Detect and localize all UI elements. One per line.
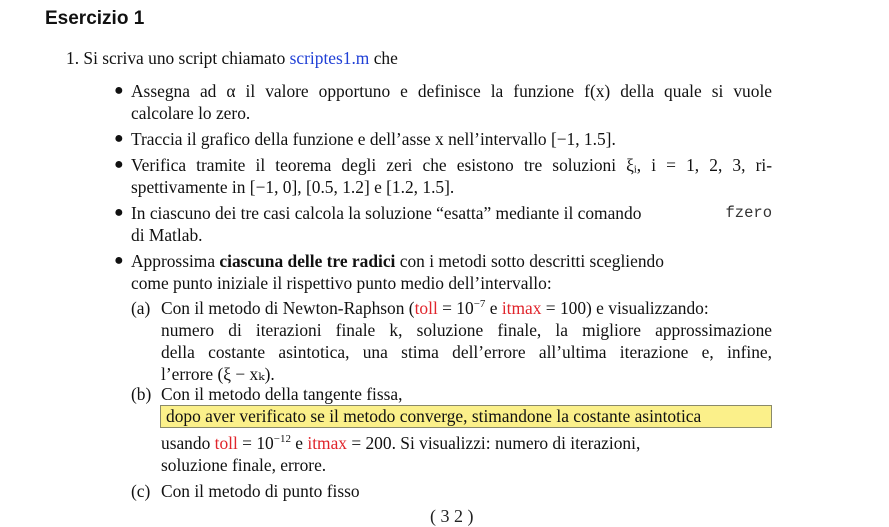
bullet-3-dot: ●: [114, 156, 124, 173]
sub-b-eq1: = 10: [237, 433, 274, 453]
sub-b-line-2-highlighted: dopo aver verificato se il metodo converge, stimandone la costante asintotica: [166, 406, 702, 426]
sub-a-line-1: [161, 297, 709, 319]
partial-formula: ( 3 2 ): [430, 506, 474, 526]
toll-param-b: toll: [214, 433, 238, 453]
toll-param: toll: [414, 298, 438, 318]
itmax-param: itmax: [501, 298, 542, 318]
bullet-5-line-1: [131, 250, 772, 272]
sub-b-line-3: [161, 432, 772, 454]
item-1: [66, 47, 398, 69]
sub-a-line-2: numero di iterazioni finale k, soluzione finale, la migliore approssimazione: [161, 320, 772, 340]
sub-b-e: e: [290, 433, 308, 453]
sub-a-label: (a): [131, 298, 151, 318]
item-1-text-post: che: [369, 48, 398, 68]
bullet-3-line-2: spettivamente in [−1, 0], [0.5, 1.2] e [1.2, 1.5].: [131, 177, 455, 197]
bullet-1-line-1: Assegna ad α il valore opportuno e definisce la funzione f(x) della quale si vuole: [131, 81, 772, 101]
sub-a-line-3: della costante asintotica, una stima dell’errore all’ultima iterazione e, infine,: [161, 342, 772, 362]
sub-b-line-3-left: [161, 432, 640, 454]
itmax-param-b: itmax: [307, 433, 347, 453]
bullet-4-text: In ciascuno dei tre casi calcola la soluzione “esatta” mediante il comando: [131, 203, 642, 223]
bullet-4-line-1: [131, 202, 772, 224]
sub-b-pre: usando: [161, 433, 215, 453]
fzero-command: fzero: [725, 204, 772, 222]
sub-b-exponent: −12: [273, 433, 291, 445]
bullet-2-dot: ●: [114, 130, 124, 147]
bullet-5-pre: Approssima: [131, 251, 220, 271]
sub-c-label: (c): [131, 481, 151, 501]
sub-a-eq1: = 10: [437, 298, 474, 318]
sub-c-line-1: Con il metodo di punto fisso: [161, 481, 360, 501]
bullet-5-bold: ciascuna delle tre radici: [219, 251, 396, 271]
bullet-1-dot: ●: [114, 82, 124, 99]
bullet-3-line-1: Verifica tramite il teorema degli zeri che esistono tre soluzioni ξᵢ, i = 1, 2, 3, ri-: [131, 155, 772, 175]
bullet-5-line-2: come punto iniziale il rispettivo punto medio dell’intervallo:: [131, 273, 552, 293]
sub-a-line-4: l’errore (ξ − xₖ).: [161, 364, 275, 384]
sub-b-line-1: Con il metodo della tangente fissa,: [161, 384, 403, 404]
sub-a-pre: Con il metodo di Newton-Raphson (: [161, 298, 415, 318]
bullet-2-line-1: Traccia il grafico della funzione e dell’asse x nell’intervallo [−1, 1.5].: [131, 129, 616, 149]
sub-b-line-4: soluzione finale, errore.: [161, 455, 327, 475]
bullet-5-post: con i metodi sotto descritti scegliendo: [395, 251, 664, 271]
bullet-4-line-2: di Matlab.: [131, 225, 203, 245]
bullet-4-dot: ●: [114, 204, 124, 221]
exercise-title: Esercizio 1: [45, 8, 145, 29]
bullet-5-dot: ●: [114, 252, 124, 269]
sub-b-label: (b): [131, 384, 152, 404]
sub-a-exponent: −7: [473, 298, 486, 310]
item-1-number: 1.: [66, 48, 80, 68]
item-1-text-pre: Si scriva uno script chiamato: [83, 48, 290, 68]
bullet-1-line-2: calcolare lo zero.: [131, 103, 251, 123]
script-name-link[interactable]: scriptes1.m: [289, 48, 370, 68]
sub-a-e: e: [485, 298, 502, 318]
sub-b-post: = 200. Si visualizzi: numero di iterazioni,: [346, 433, 641, 453]
sub-a-eq2: = 100) e visualizzando:: [541, 298, 709, 318]
